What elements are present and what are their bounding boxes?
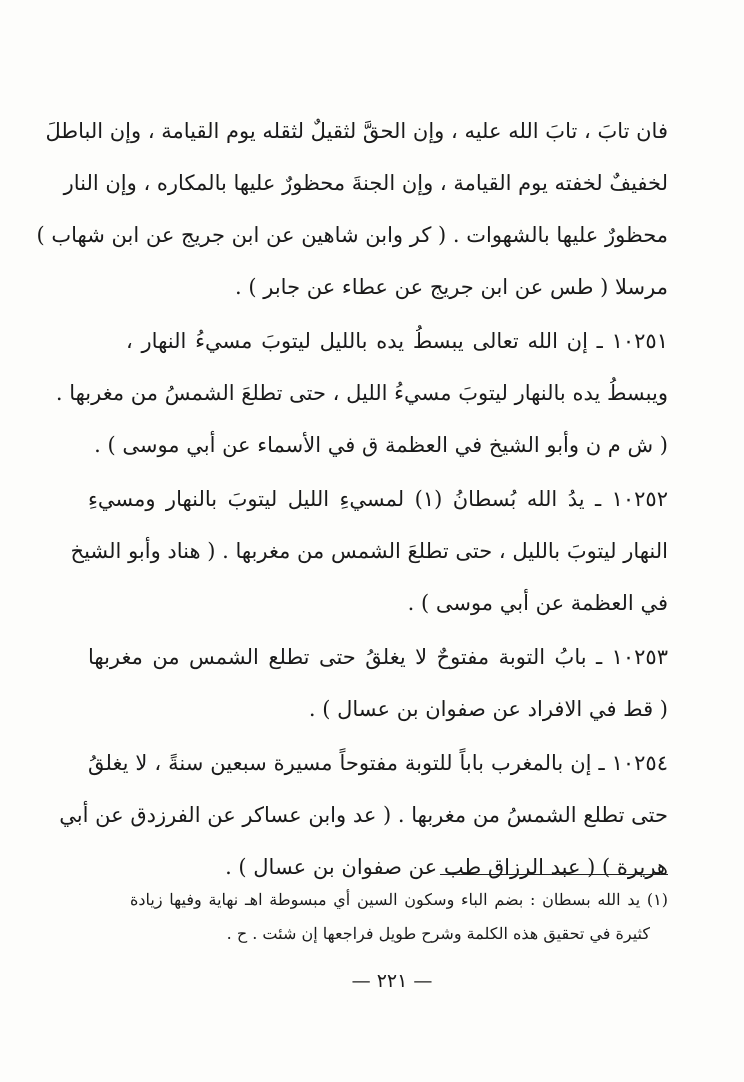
- footnote-line: (١) يد الله بسطان : بضم الباء وسكون السين أي مبسوطة اهـ نهاية وفيها زيادة: [130, 890, 668, 909]
- text-line: ( قط في الافراد عن صفوان بن عسال ) .: [308, 697, 668, 721]
- entry-10253-line: ١٠٢٥٣ ـ بابُ التوبة مفتوحٌ لا يغلقُ حتى تطلع الشمس من مغربها: [88, 645, 668, 669]
- text-line: حتى تطلع الشمسُ من مغربها . ( عد وابن عساكر عن الفرزدق عن أبي: [59, 803, 668, 827]
- text-line: النهار ليتوبَ بالليل ، حتى تطلعَ الشمس من مغربها . ( هناد وأبو الشيخ: [70, 539, 668, 563]
- text-line: مرسلا ( طس عن ابن جريج عن عطاء عن جابر ) .: [235, 275, 668, 299]
- text-line: لخفيفٌ لخفته يوم القيامة ، وإن الجنةَ محظورٌ عليها بالمكاره ، وإن النار: [63, 171, 668, 195]
- text-line: ويبسطُ يده بالنهار ليتوبَ مسيءُ الليل ، حتى تطلعَ الشمسُ من مغربها .: [55, 381, 668, 405]
- page-number: — ٢٢١ —: [351, 970, 433, 992]
- footnote-line: كثيرة في تحقيق هذه الكلمة وشرح طويل فراجعها إن شئت . ح .: [226, 924, 650, 943]
- entry-10254-line: ١٠٢٥٤ ـ إن بالمغرب باباً للتوبة مفتوحاً مسيرة سبعين سنةً ، لا يغلقُ: [88, 751, 668, 775]
- text-line: محظورٌ عليها بالشهوات . ( كر وابن شاهين عن ابن جريج عن ابن شهاب ): [36, 223, 668, 247]
- text-line: ( ش م ن وأبو الشيخ في العظمة ق في الأسماء عن أبي موسى ) .: [94, 433, 668, 457]
- entry-10252-line: ١٠٢٥٢ ـ يدُ الله بُسطانُ (١) لمسيءِ الليل ليتوبَ بالنهار ومسيءِ: [88, 487, 668, 511]
- text-line: هريرة ) ( عبد الرزاق طب عن صفوان بن عسال ) .: [225, 855, 668, 879]
- text-line: في العظمة عن أبي موسى ) .: [407, 591, 668, 615]
- footnote-divider: [440, 874, 668, 875]
- entry-10251-line: ١٠٢٥١ ـ إن الله تعالى يبسطُ يده بالليل ليتوبَ مسيءُ النهار ،: [126, 329, 668, 353]
- text-line: فان تابَ ، تابَ الله عليه ، وإن الحقَّ لثقيلٌ لثقله يوم القيامة ، وإن الباطلَ: [45, 119, 668, 143]
